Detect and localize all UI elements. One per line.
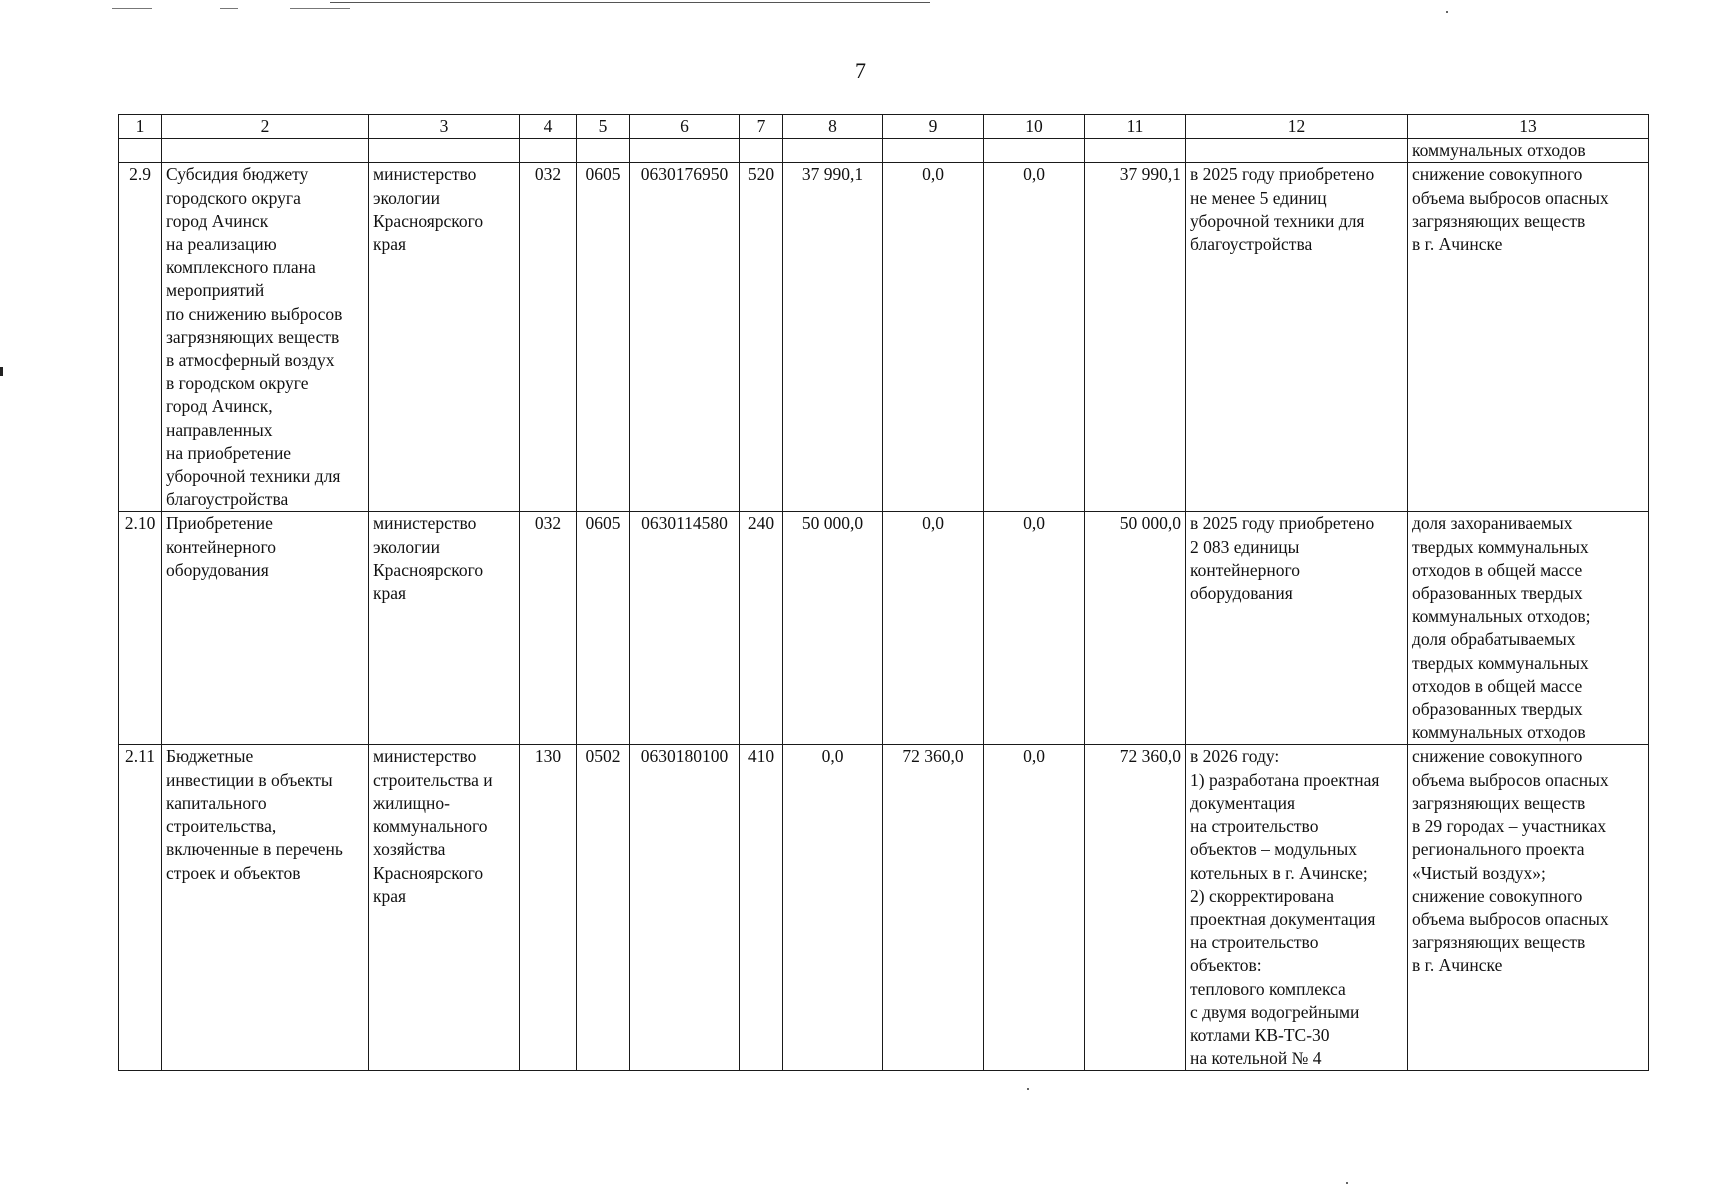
column-header: 8	[783, 115, 883, 139]
column-header: 10	[984, 115, 1085, 139]
column-header: 3	[369, 115, 520, 139]
scan-artifact-line	[330, 2, 930, 3]
table-cell	[520, 139, 577, 163]
page-number: 7	[855, 58, 866, 83]
indicator-cell: доля захораниваемых твердых коммунальных отходов в общей массе образованных твердых коммунальных отходов; доля обрабатываемых твердых коммунальных отходов в общей массе образованных твердых коммунальных отходов	[1408, 512, 1649, 745]
column-header: 4	[520, 115, 577, 139]
grbs-cell: 032	[520, 512, 577, 745]
executor-cell: министерство экологии Красноярского края	[369, 163, 520, 512]
scan-artifact-dash	[220, 8, 238, 9]
scan-artifact-dot	[1027, 1088, 1029, 1090]
column-header: 6	[630, 115, 740, 139]
table-cell	[1186, 139, 1408, 163]
csr-cell: 0630176950	[630, 163, 740, 512]
measure-name-cell: Приобретение контейнерного оборудования	[162, 512, 369, 745]
indicator-cell: снижение совокупного объема выбросов опасных загрязняющих веществ в 29 городах – участниках регионального проекта «Чистый воздух»; снижение совокупного объема выбросов опасных загрязняющих веществ в г. Ачинске	[1408, 745, 1649, 1071]
amount-cell: 37 990,1	[783, 163, 883, 512]
grbs-cell: 032	[520, 163, 577, 512]
column-header: 7	[740, 115, 783, 139]
scan-artifact-dot	[1346, 1182, 1348, 1184]
table-cell	[783, 139, 883, 163]
amount-cell: 0,0	[984, 512, 1085, 745]
scan-artifact-edge-mark	[0, 367, 3, 376]
table-cell	[630, 139, 740, 163]
column-header: 9	[883, 115, 984, 139]
amount-cell: 0,0	[984, 745, 1085, 1071]
table-cell	[162, 139, 369, 163]
amount-cell: 50 000,0	[783, 512, 883, 745]
csr-cell: 0630114580	[630, 512, 740, 745]
scan-artifact-dot	[1446, 11, 1448, 13]
vr-cell: 240	[740, 512, 783, 745]
indicator-cell: коммунальных отходов	[1408, 139, 1649, 163]
table-cell	[369, 139, 520, 163]
table-cell	[119, 139, 162, 163]
column-header: 2	[162, 115, 369, 139]
column-header: 12	[1186, 115, 1408, 139]
header-row	[119, 115, 1649, 139]
grbs-cell: 130	[520, 745, 577, 1071]
total-cell: 72 360,0	[1085, 745, 1186, 1071]
vr-cell: 410	[740, 745, 783, 1071]
amount-cell: 72 360,0	[883, 745, 984, 1071]
column-header: 13	[1408, 115, 1649, 139]
table-row	[119, 512, 1649, 745]
amount-cell: 0,0	[883, 512, 984, 745]
indicator-cell: снижение совокупного объема выбросов опасных загрязняющих веществ в г. Ачинске	[1408, 163, 1649, 512]
scan-artifact-dash	[290, 8, 350, 9]
row-number-cell: 2.10	[119, 512, 162, 745]
column-header: 5	[577, 115, 630, 139]
amount-cell: 0,0	[984, 163, 1085, 512]
budget-table	[118, 114, 1649, 1071]
total-cell: 37 990,1	[1085, 163, 1186, 512]
table-row	[119, 745, 1649, 1071]
table-cell	[984, 139, 1085, 163]
measure-name-cell: Бюджетные инвестиции в объекты капитального строительства, включенные в перечень строек и объектов	[162, 745, 369, 1071]
rzpr-cell: 0605	[577, 512, 630, 745]
amount-cell: 0,0	[783, 745, 883, 1071]
row-number-cell: 2.11	[119, 745, 162, 1071]
column-header: 11	[1085, 115, 1186, 139]
table-row	[119, 163, 1649, 512]
table-cell	[883, 139, 984, 163]
rzpr-cell: 0605	[577, 163, 630, 512]
table-row-carryover	[119, 139, 1649, 163]
row-number-cell: 2.9	[119, 163, 162, 512]
result-cell: в 2025 году приобретено не менее 5 единиц уборочной техники для благоустройства	[1186, 163, 1408, 512]
column-header: 1	[119, 115, 162, 139]
scan-artifact-dash	[112, 8, 152, 9]
executor-cell: министерство экологии Красноярского края	[369, 512, 520, 745]
table-cell	[740, 139, 783, 163]
amount-cell: 0,0	[883, 163, 984, 512]
measure-name-cell: Субсидия бюджету городского округа город Ачинск на реализацию комплексного плана мероприятий по снижению выбросов загрязняющих веществ в атмосферный воздух в городском округе город Ачинск, направленных на приобретение уборочной техники для благоустройства	[162, 163, 369, 512]
csr-cell: 0630180100	[630, 745, 740, 1071]
result-cell: в 2025 году приобретено 2 083 единицы контейнерного оборудования	[1186, 512, 1408, 745]
total-cell: 50 000,0	[1085, 512, 1186, 745]
result-cell: в 2026 году: 1) разработана проектная документация на строительство объектов – модульных котельных в г. Ачинске; 2) скорректирована проектная документация на строительство объектов: теплового комплекса с двумя водогрейными котлами КВ-ТС-30 на котельной № 4	[1186, 745, 1408, 1071]
rzpr-cell: 0502	[577, 745, 630, 1071]
executor-cell: министерство строительства и жилищно- коммунального хозяйства Красноярского края	[369, 745, 520, 1071]
table-cell	[577, 139, 630, 163]
vr-cell: 520	[740, 163, 783, 512]
table-cell	[1085, 139, 1186, 163]
